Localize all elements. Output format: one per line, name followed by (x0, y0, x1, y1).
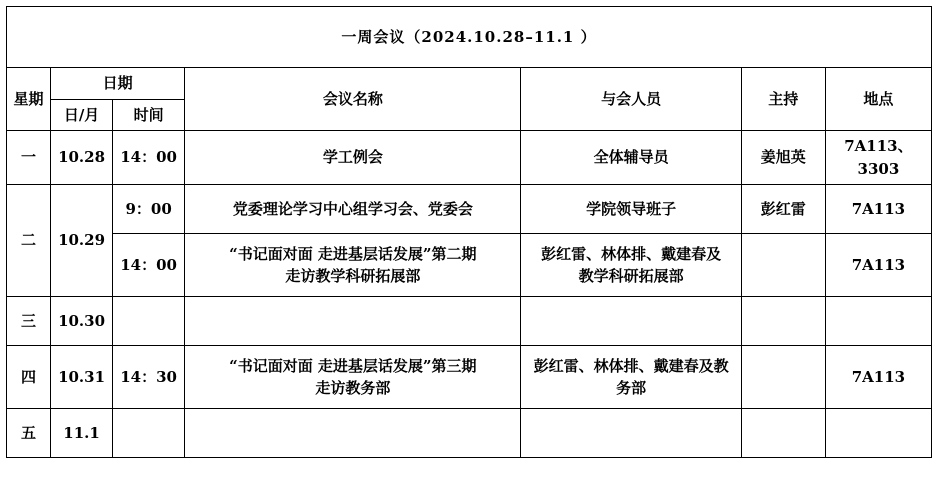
cell-time (113, 297, 185, 346)
header-meeting-name: 会议名称 (185, 68, 521, 131)
cell-location (825, 409, 931, 458)
header-time: 时间 (113, 99, 185, 131)
cell-day: 10.28 (51, 131, 113, 185)
cell-day: 10.29 (51, 185, 113, 297)
table-row (7, 346, 932, 409)
cell-time: 14：30 (113, 346, 185, 409)
cell-meeting: “书记面对面 走进基层话发展”第三期 走访教务部 (185, 346, 521, 409)
header-location: 地点 (825, 68, 931, 131)
table-row (7, 185, 932, 234)
cell-host (741, 234, 825, 297)
cell-host: 姜旭英 (741, 131, 825, 185)
header-attendees: 与会人员 (521, 68, 741, 131)
cell-meeting (185, 409, 521, 458)
cell-day: 10.30 (51, 297, 113, 346)
cell-location: 7A113 (825, 234, 931, 297)
cell-meeting: 学工例会 (185, 131, 521, 185)
cell-host (741, 409, 825, 458)
cell-location: 7A113、3303 (825, 131, 931, 185)
cell-attendees: 彭红雷、林体排、戴建春及教 务部 (521, 346, 741, 409)
cell-day: 10.31 (51, 346, 113, 409)
table-row (7, 234, 932, 297)
cell-meeting: “书记面对面 走进基层话发展”第二期 走访教学科研拓展部 (185, 234, 521, 297)
header-host: 主持 (741, 68, 825, 131)
page-title: 一周会议（2024.10.28–11.1 ） (7, 7, 932, 68)
cell-time: 14：00 (113, 234, 185, 297)
header-day-month: 日/月 (51, 99, 113, 131)
cell-meeting (185, 297, 521, 346)
cell-day: 11.1 (51, 409, 113, 458)
cell-host (741, 346, 825, 409)
weekly-meeting-table (6, 6, 932, 458)
cell-attendees: 彭红雷、林体排、戴建春及 教学科研拓展部 (521, 234, 741, 297)
cell-location: 7A113 (825, 346, 931, 409)
cell-time: 9：00 (113, 185, 185, 234)
header-date-group: 日期 (51, 68, 185, 100)
cell-location: 7A113 (825, 185, 931, 234)
title-row (7, 7, 932, 68)
cell-location (825, 297, 931, 346)
cell-time (113, 409, 185, 458)
cell-weekday: 四 (7, 346, 51, 409)
cell-meeting: 党委理论学习中心组学习会、党委会 (185, 185, 521, 234)
cell-host: 彭红雷 (741, 185, 825, 234)
cell-weekday: 二 (7, 185, 51, 297)
table-row (7, 297, 932, 346)
cell-weekday: 三 (7, 297, 51, 346)
cell-attendees (521, 297, 741, 346)
header-row-top (7, 68, 932, 100)
table-row (7, 131, 932, 185)
cell-time: 14：00 (113, 131, 185, 185)
cell-host (741, 297, 825, 346)
cell-attendees: 学院领导班子 (521, 185, 741, 234)
header-weekday: 星期 (7, 68, 51, 131)
cell-attendees: 全体辅导员 (521, 131, 741, 185)
table-row (7, 409, 932, 458)
cell-weekday: 五 (7, 409, 51, 458)
cell-weekday: 一 (7, 131, 51, 185)
document-page (0, 6, 938, 495)
cell-attendees (521, 409, 741, 458)
